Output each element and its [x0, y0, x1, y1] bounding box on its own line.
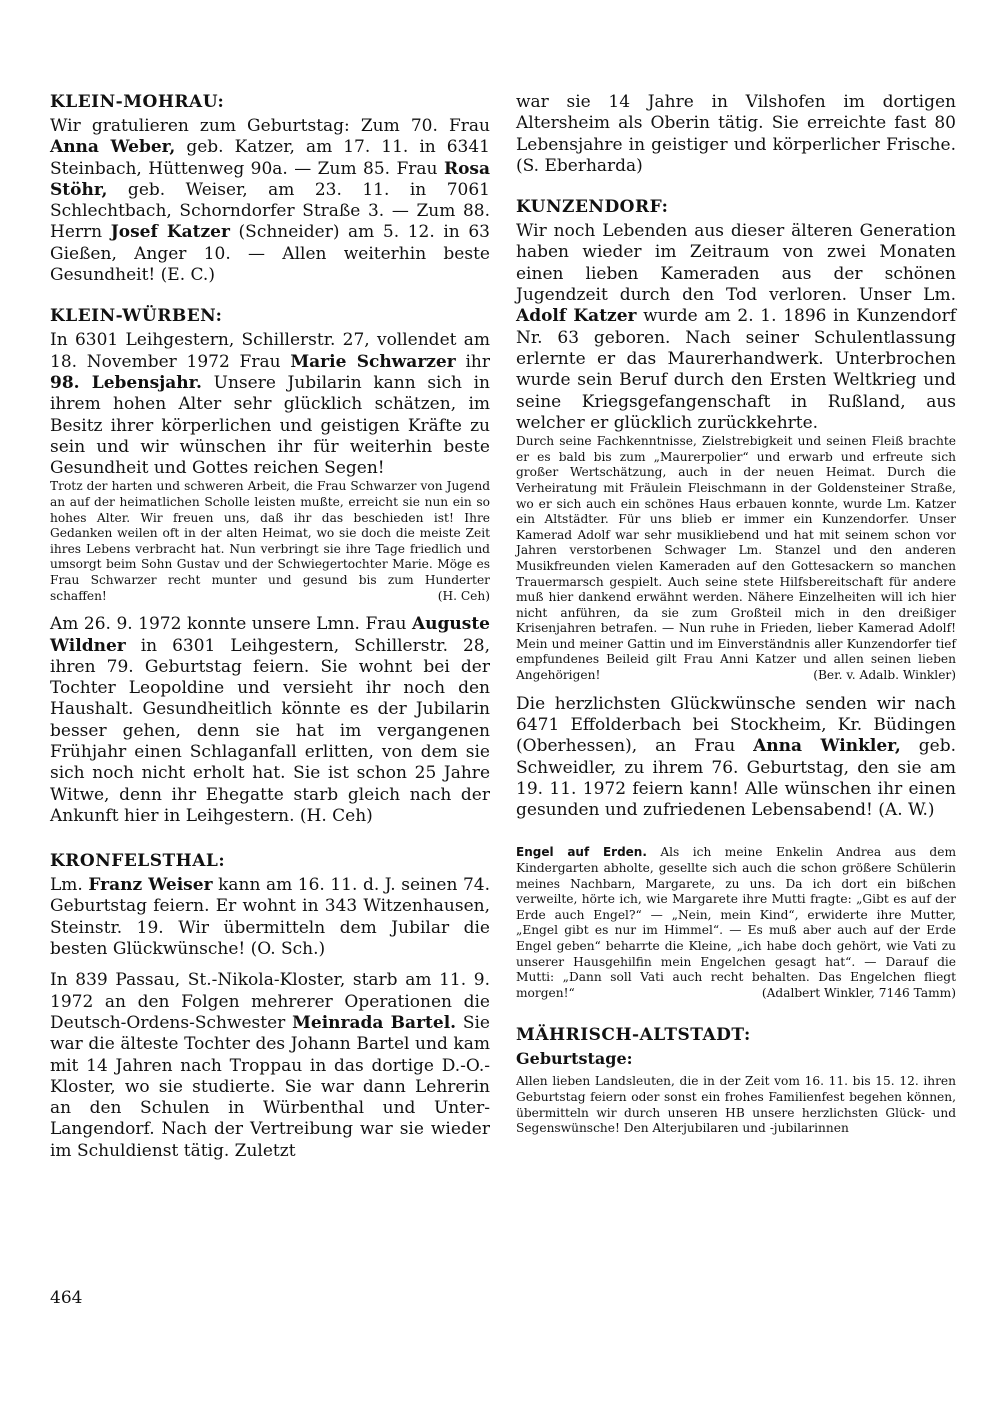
text-segment: geb. Katzer, am 17. 11. in 6341 Steinbach, Hüttenweg 90a. — Zum 85. Frau — [50, 137, 490, 179]
text-segment: Wir noch Lebenden aus dieser älteren Generation haben wieder im Zeitraum von zwei Monaten einen lieben Kameraden aus der schönen Jugendzeit durch den Tod verloren. Unser Lm. — [516, 221, 956, 306]
kunzendorf-text — [516, 221, 956, 434]
klein-wuerben-text — [50, 330, 490, 479]
person-name: Josef Katzer — [110, 222, 230, 243]
author-signature: (H. Ceh) — [437, 588, 490, 603]
person-name: Rosa Stöhr, — [50, 158, 490, 200]
section-kronfelsthal — [50, 851, 490, 1162]
section-maehrisch-altstadt — [516, 1025, 956, 1136]
text-segment: geb. Weiser, am 23. 11. in 7061 Schlechtbach, Schorndorfer Straße 3. — Zum 88. Herrn — [50, 179, 490, 243]
text-segment: Lm. — [50, 875, 89, 896]
text-segment: Wir gratulieren zum Geburtstag: Zum 70. Frau — [50, 116, 490, 136]
section-klein-mohrau — [50, 92, 490, 286]
left-column — [50, 92, 490, 1162]
person-name: Adolf Katzer — [516, 306, 637, 327]
text-segment: geb. Schweidler, zu ihrem 76. Geburtstag, den sie am 19. 11. 1972 feiern kann! Alle wünschen ihr einen gesunden und zufriedenen Lebensabend! (A. W.) — [516, 736, 956, 821]
heading-klein-wuerben: KLEIN-WÜRBEN: — [50, 306, 223, 327]
page-number: 464 — [50, 1288, 83, 1308]
heading-kunzendorf: KUNZENDORF: — [516, 197, 669, 218]
section-klein-wuerben — [50, 306, 490, 827]
text-segment: in 6301 Leihgestern, Schillerstr. 28, ihren 79. Geburtstag feiern. Sie wohnt bei der Tochter Leopoldine und versieht ihr noch den Haushalt. Gesundheitlich könnte es der Jubilarin besser gehen, denn sie hat im vergangenen Frühjahr einen Schlaganfall erlitten, von dem sie sich noch nicht erholt hat. Sie ist schon 25 Jahre Witwe, denn ihr Ehegatte starb gleich nach der Ankunft hier in Leihgestern. (H. Ceh) — [50, 635, 490, 826]
age-highlight: 98. Lebensjahr. — [50, 372, 202, 393]
text-segment: Trotz der harten und schweren Arbeit, die Frau Schwarzer von Jugend an auf der heimatlichen Scholle leisten mußte, erreicht sie nun ein so hohes Alter. Wir freuen uns, daß ihr das beschieden ist! Ihre Gedanken weilen oft in der alten Heimat, wo sie doch die meiste Zeit ihres Lebens verbracht hat. Nun verbringt sie ihre Tage friedlich und umsorgt beim Sohn Gustav und der Schwiegertochter Marie. Möge es Frau Schwarzer recht munter und gesund bis zum Hunderter schaffen! — [50, 479, 490, 603]
section-kunzendorf — [516, 197, 956, 821]
text-segment: Am 26. 9. 1972 konnte unsere Lmn. Frau — [50, 614, 412, 635]
kunzendorf-winkler-text — [516, 694, 956, 822]
text-segment: (Schneider) am 5. 12. in 63 Gießen, Anger 10. — Allen weiterhin beste Gesundheit! (E. C.) — [50, 222, 490, 286]
right-column — [516, 92, 956, 1137]
text-segment: Als ich meine Enkelin Andrea aus dem Kindergarten abholte, gesellte sich auch die schon größere Schülerin meines Nachbarn, Margarete, zu uns. Da ich dort ein bißchen verweilte, hörte ich, wie Margarete ihre Mutti fragte: „Gibt es auf der Erde auch Engel?“ — „Nein, mein Kind“, erwiderte ihre Mutter, „Engel gibt es nur im Himmel“. — Es muß aber auch auf der Erde Engel geben“ beharrte die Kleine, „ich habe doch gehört, wie Vati zu unserer Hausgehilfin mein Engelchen gesagt hat“. — Darauf die Mutti: „Dann soll Vati auch recht behalten. Das Engelchen fliegt morgen!“ — [516, 845, 957, 1000]
article-title: Engel auf Erden. — [516, 845, 647, 860]
klein-wuerben-wildner-text — [50, 614, 490, 827]
engel-text — [516, 845, 956, 1001]
continued-text: war sie 14 Jahre in Vilshofen im dortigen Altersheim als Oberin tätig. Sie erreichte fast 80 Lebensjahre in geistiger und körperlicher Frische. (S. Eberharda) — [516, 92, 956, 176]
text-segment: kann am 16. 11. d. J. seinen 74. Geburtstag feiern. Er wohnt in 343 Witzenhausen, Steinstr. 19. Wir übermitteln dem Jubilar die besten Glückwünsche! (O. Sch.) — [50, 875, 491, 960]
kronfelsthal-text — [50, 875, 490, 960]
text-segment: Unsere Jubilarin kann sich in ihrem hohen Alter sehr glücklich schätzen, im Besitz ihrer körperlichen und geistigen Kräfte zu sein und wir wünschen ihr für weiterhin beste Gesundheit und Gottes reichen Segen! — [50, 372, 490, 479]
klein-wuerben-small-text — [50, 479, 490, 604]
person-name: Auguste Wildner — [50, 614, 490, 656]
person-name: Meinrada Bartel. — [292, 1012, 457, 1033]
heading-kronfelsthal: KRONFELSTHAL: — [50, 851, 226, 872]
kunzendorf-small-text — [516, 434, 956, 684]
author-signature: (Ber. v. Adalb. Winkler) — [813, 668, 956, 683]
text-segment: wurde am 2. 1. 1896 in Kunzendorf Nr. 63 geboren. Nach seiner Schulentlassung erlernte er das Maurerhandwerk. Unterbrochen wurde sein Beruf durch den Ersten Weltkrieg und seine Kriegsgefangenschaft in Rußland, aus welcher er glücklich zurückkehrte. — [516, 306, 956, 433]
heading-maehrisch-altstadt: MÄHRISCH-ALTSTADT: — [516, 1025, 751, 1046]
person-name: Anna Winkler, — [753, 736, 901, 757]
text-segment: ihr — [455, 351, 490, 372]
text-segment: Die herzlichsten Glückwünsche senden wir nach 6471 Effolderbach bei Stockheim, Kr. Büdingen (Oberhessen), an Frau — [516, 693, 956, 757]
subheading-geburtstage: Geburtstage: — [516, 1049, 633, 1069]
author-signature: (Adalbert Winkler, 7146 Tamm) — [761, 985, 956, 1000]
text-segment: Durch seine Fachkenntnisse, Zielstrebigkeit und seinen Fleiß brachte er es bald bis zum „Maurerpolier“ und erwarb und erfreute sich großer Wertschätzung, auch in der neuen Heimat. Durch die Verheiratung mit Fräulein Fleischmann in der Goldensteiner Straße, wo er sich auch ein schönes Haus erbauen konnte, wurde Lm. Katzer ein Altstädter. Für uns blieb er immer ein Kunzendorfer. Unser Kamerad Adolf war sehr musikliebend und hat mit seinem schon vor Jahren verstorbenen Schwager Lm. Stanzel und den anderen Musikfreunden vielen Kameraden auf den Gottesackern so manchen Trauermarsch gespielt. Auch seine stete Hilfsbereitschaft für andere muß hier dankend erwähnt werden. Nähere Einzelheiten will ich hier nicht anführen, da sie zum Großteil mich in den dreißiger Krisenjahren betrafen. — Nun ruhe in Frieden, lieber Kamerad Adolf! Mein und meiner Gattin und im Einverständnis aller Kunzendorfer tief empfundenes Beileid gilt Frau Anni Katzer und allen seinen lieben Angehörigen! — [516, 434, 956, 683]
kronfelsthal-obituary-text — [50, 970, 490, 1162]
text-segment: In 6301 Leihgestern, Schillerstr. 27, vollendet am 18. November 1972 Frau — [50, 330, 490, 372]
person-name: Anna Weber, — [50, 137, 176, 158]
section-engel-auf-erden — [516, 845, 956, 1001]
text-segment: Sie war die älteste Tochter des Johann Bartel und kam mit 14 Jahren nach Troppau in das dortige D.-O.-Kloster, wo sie studierte. Sie war dann Lehrerin an den Schulen in Würbenthal und Unter-Langendorf. Nach der Vertreibung war sie wieder im Schuldienst tätig. Zuletzt — [50, 1012, 490, 1161]
person-name: Franz Weiser — [88, 875, 213, 896]
person-name: Marie Schwarzer — [290, 351, 456, 372]
text-segment: In 839 Passau, St.-Nikola-Kloster, starb am 11. 9. 1972 an den Folgen mehrerer Operationen die Deutsch-Ordens-Schwester — [50, 970, 490, 1033]
heading-klein-mohrau: KLEIN-MOHRAU: — [50, 92, 225, 112]
maehrisch-text: Allen lieben Landsleuten, die in der Zeit vom 16. 11. bis 15. 12. ihren Geburtstag feiern oder sonst ein frohes Familienfest begehen können, übermitteln wir durch unseren HB unsere herzlichsten Glück- und Segenswünsche! Den Alterjubilaren und -jubilarinnen — [516, 1074, 956, 1136]
klein-mohrau-text — [50, 116, 490, 286]
